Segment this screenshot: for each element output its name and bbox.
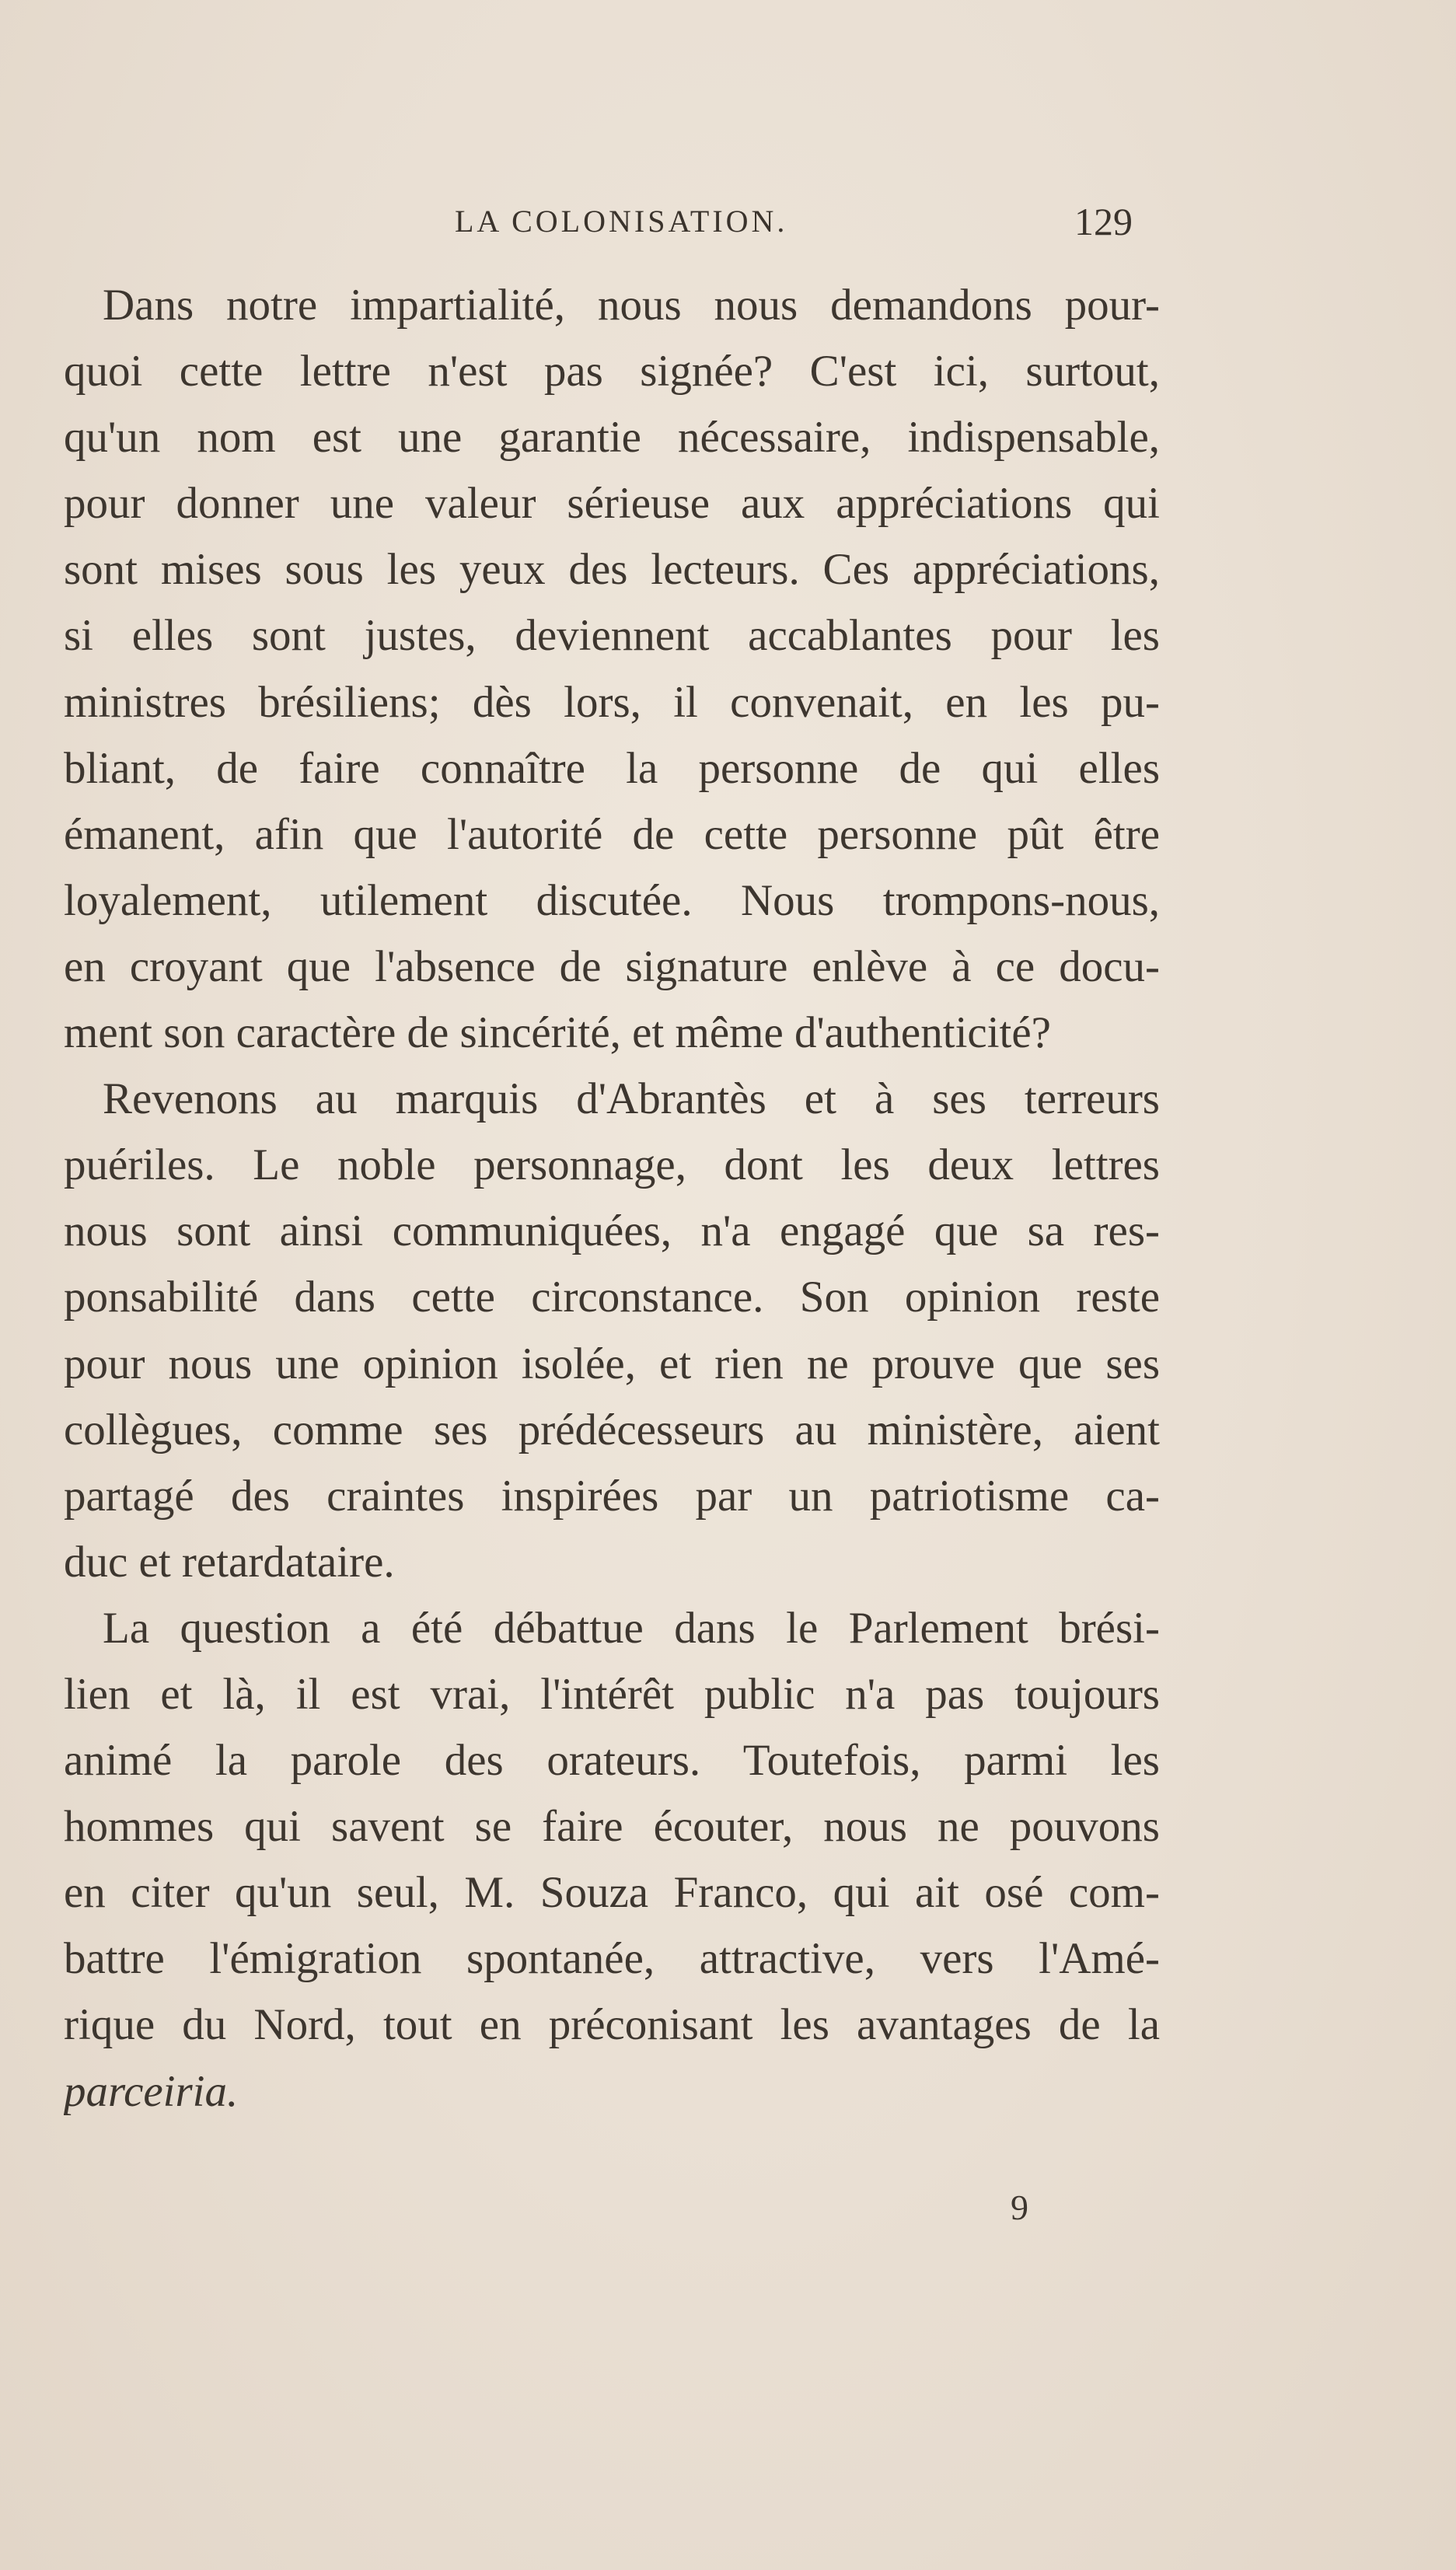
- text-line: parceiria.: [64, 2066, 239, 2116]
- text-line: battre l'émigration spontanée, attractive, vers l'Amé-: [64, 1934, 1160, 1984]
- text-line: en citer qu'un seul, M. Souza Franco, qui ait osé com-: [64, 1868, 1160, 1918]
- signature-mark: 9: [1011, 2188, 1028, 2227]
- text-line: pour nous une opinion isolée, et rien ne prouve que ses: [64, 1339, 1160, 1388]
- text-line: lien et là, il est vrai, l'intérêt public n'a pas toujours: [64, 1669, 1160, 1719]
- running-head: [0, 194, 1456, 249]
- text-line: ministres brésiliens; dès lors, il convenait, en les pu-: [64, 677, 1160, 727]
- text-line: Dans notre impartialité, nous nous demandons pour-: [103, 281, 1160, 330]
- text-line: hommes qui savent se faire écouter, nous ne pouvons: [64, 1802, 1160, 1852]
- text-line: en croyant que l'absence de signature enlève à ce docu-: [64, 941, 1160, 991]
- text-line: pour donner une valeur sérieuse aux appréciations qui: [64, 479, 1160, 529]
- text-line: rique du Nord, tout en préconisant les avantages de la: [64, 2000, 1160, 2050]
- text-line: Revenons au marquis d'Abrantès et à ses terreurs: [103, 1074, 1160, 1124]
- text-line: loyalement, utilement discutée. Nous trompons-nous,: [64, 875, 1160, 925]
- text-line: sont mises sous les yeux des lecteurs. Ces appréciations,: [64, 545, 1160, 595]
- text-line: bliant, de faire connaître la personne de qui elles: [64, 743, 1160, 793]
- text-line: puériles. Le noble personnage, dont les deux lettres: [64, 1140, 1160, 1190]
- text-line: qu'un nom est une garantie nécessaire, indispensable,: [64, 413, 1160, 463]
- text-line: ponsabilité dans cette circonstance. Son opinion reste: [64, 1273, 1160, 1322]
- text-line: animé la parole des orateurs. Toutefois, parmi les: [64, 1736, 1160, 1786]
- running-title: LA COLONISATION.: [455, 204, 788, 239]
- page-number: 129: [1074, 200, 1133, 243]
- text-line: partagé des craintes inspirées par un patriotisme ca-: [64, 1471, 1160, 1521]
- body-text: [64, 272, 1160, 2125]
- text-line: si elles sont justes, deviennent accablantes pour les: [64, 611, 1160, 661]
- text-line: quoi cette lettre n'est pas signée? C'est ici, surtout,: [64, 347, 1160, 396]
- text-line: ment son caractère de sincérité, et même d'authenticité?: [64, 1008, 1051, 1058]
- text-line: collègues, comme ses prédécesseurs au ministère, aient: [64, 1405, 1160, 1454]
- text-line: duc et retardataire.: [64, 1537, 395, 1587]
- text-line: nous sont ainsi communiquées, n'a engagé que sa res-: [64, 1206, 1160, 1256]
- text-line: émanent, afin que l'autorité de cette personne pût être: [64, 809, 1160, 859]
- text-line: La question a été débattue dans le Parlement brési-: [103, 1603, 1160, 1653]
